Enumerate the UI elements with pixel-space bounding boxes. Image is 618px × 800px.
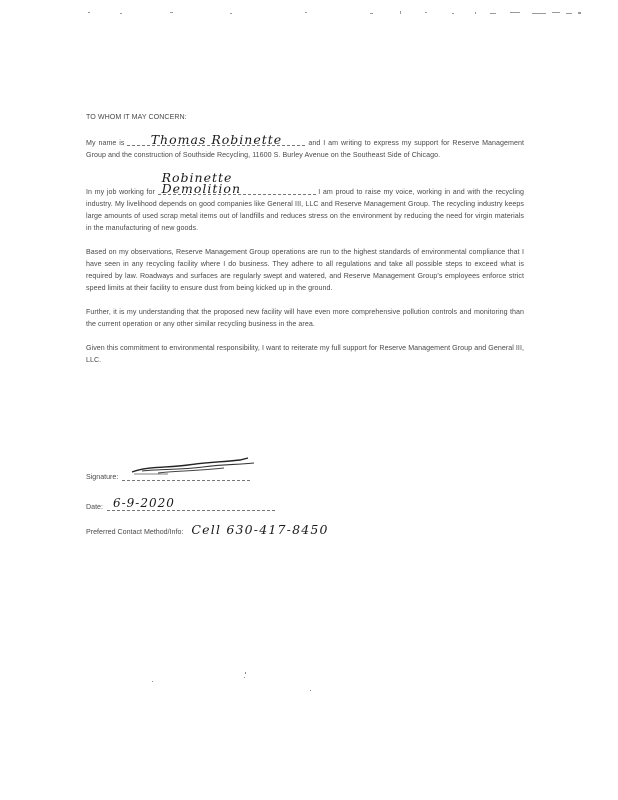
paragraph-closing: Given this commitment to environmental responsibility, I want to reiterate my full support for Reserve Management Group and General III, LLC. bbox=[86, 344, 524, 364]
intro-text-start: My name is bbox=[86, 139, 125, 147]
intro-text-end: and I am writing to express my support for Reserve Management Group and the construction of Southside Recycling, 11600 S. Burley Avenue on the Southeast Side of Chicago. bbox=[86, 139, 525, 159]
handwritten-signature-graphic bbox=[128, 456, 268, 478]
paragraph-introduction bbox=[86, 132, 525, 161]
paragraph-employment bbox=[86, 170, 524, 234]
handwritten-name: Thomas Robinette bbox=[127, 134, 305, 146]
signature-row bbox=[86, 470, 250, 481]
employment-text-end: I am proud to raise my voice, working in and with the recycling industry. My livelihood depends on good companies like General III, LLC and Reserve Management Group. The recycling industry keeps large amounts of used scrap metal items out of landfills and reduces stress on the environment by reducing the need for virgin materials in the manufacturing of new goods. bbox=[86, 188, 524, 232]
employment-text-start: In my job working for bbox=[86, 188, 155, 196]
paragraph-understanding: Further, it is my understanding that the proposed new facility will have even more comprehensive pollution controls and monitoring than the current operation or any other similar recycling business in the area. bbox=[86, 308, 524, 328]
handwritten-date: 6-9-2020 bbox=[112, 496, 175, 510]
letter-body bbox=[86, 111, 524, 378]
date-row bbox=[86, 496, 275, 511]
date-label: Date: bbox=[86, 503, 103, 511]
contact-row bbox=[86, 522, 329, 537]
handwritten-employer: Robinette Demolition bbox=[158, 172, 316, 195]
contact-label: Preferred Contact Method/Info: bbox=[86, 528, 184, 536]
signature-label: Signature: bbox=[86, 473, 119, 481]
paragraph-observations: Based on my observations, Reserve Management Group operations are run to the highest standards of environmental compliance that I have seen in any recycling facility where I do business. They adhere to all regulations and take all possible steps to exceed what is required by law. Roadways and surfaces are regularly swept and watered, and Reserve Management Group's employees enforce strict speed limits at their facility to ensure dust from being kicked up in the ground. bbox=[86, 248, 524, 292]
date-line bbox=[107, 496, 275, 511]
scan-noise-top bbox=[80, 8, 590, 22]
salutation: TO WHOM IT MAY CONCERN: bbox=[86, 113, 187, 121]
handwritten-contact: Cell 630-417-8450 bbox=[191, 522, 329, 537]
